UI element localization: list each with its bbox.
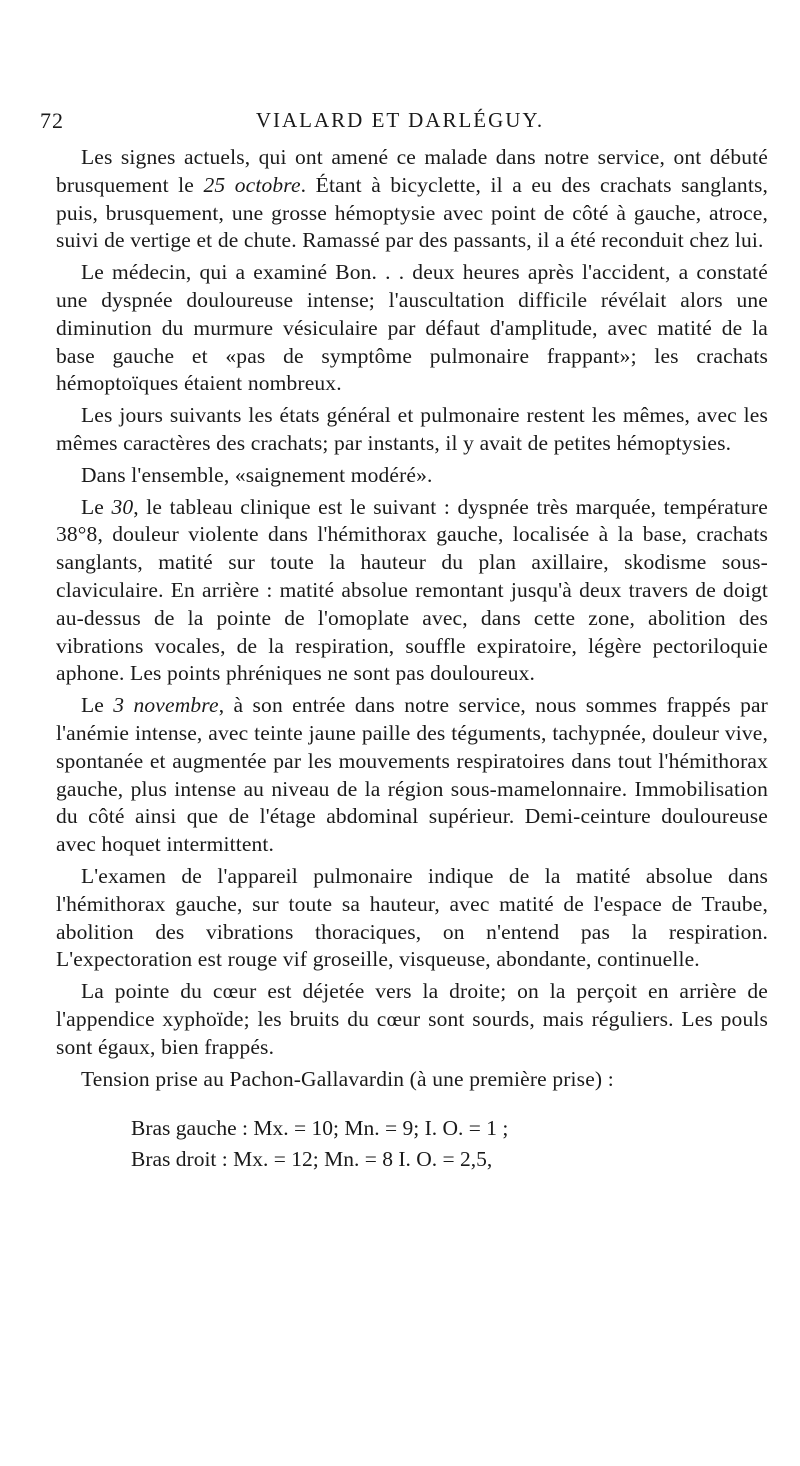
paragraph [56, 494, 768, 689]
paragraph-text: L'examen de l'appareil pulmonaire indique de la matité absolue dans l'hémithorax gauche, sur toute sa hauteur, avec matité de l'espace de Traube, abolition des vibrations thoraciques, on n'entend pas la respiration. L'expectoration est rouge vif groseille, visqueuse, abondante, continuelle. [56, 863, 768, 972]
paragraph [56, 259, 768, 398]
pressure-io: I. O. = 1 ; [424, 1116, 509, 1141]
pressure-label: Bras droit : [131, 1147, 228, 1172]
italic-date: 3 novembre [113, 693, 219, 718]
running-title: VIALARD ET DARLÉGUY. [255, 108, 545, 132]
paragraph-text: Les signes actuels, qui ont amené ce malade dans notre service, ont débuté brusquement le [56, 145, 768, 197]
pressure-io: I. O. = 2,5, [398, 1147, 493, 1172]
paragraph-text: . Étant à bicyclette, il a eu des crachats sanglants, puis, brusquement, une grosse hémoptysie avec point de côté à gauche, atroce, suivi de vertige et de chute. Ramassé par des passants, il a été reconduit chez lui. [56, 172, 768, 253]
paragraph [56, 978, 768, 1061]
paragraph-text: Le médecin, qui a examiné Bon. . . deux heures après l'accident, a constaté une dyspnée douloureuse intense; l'auscultation difficile révélait alors une diminution du murmure vésiculaire par défaut d'amplitude, avec matité de la base gauche et «pas de symptôme pulmonaire frappant»; les crachats hémoptoïques étaient nombreux. [56, 260, 768, 396]
page-header [40, 108, 760, 142]
pressure-mn: Mn. = 8 [324, 1147, 393, 1172]
paragraph-text: , le tableau clinique est le suivant : dyspnée très marquée, température 38°8, douleur violente dans l'hémithorax gauche, localisée à la base, crachats sanglants, matité sur toute la hauteur du plan axillaire, skodisme sous-claviculaire. En arrière : matité absolue remontant jusqu'à deux travers de doigt au-dessus de la pointe de l'omoplate avec, dans cette zone, abolition des vibrations vocales, de la respiration, souffle expiratoire, légère pectoriloquie aphone. Les points phréniques ne sont pas douloureux. [56, 494, 768, 686]
paragraph [56, 1066, 768, 1094]
paragraph [56, 863, 768, 974]
paragraph [56, 692, 768, 859]
paragraph [56, 462, 768, 490]
pressure-mx: Mx. = 12; [233, 1147, 319, 1172]
paragraph-text: La pointe du cœur est déjetée vers la droite; on la perçoit en arrière de l'appendice xyphoïde; les bruits du cœur sont sourds, mais réguliers. Les pouls sont égaux, bien frappés. [56, 979, 768, 1059]
italic-date: 30 [111, 494, 134, 519]
body-text [56, 144, 768, 1175]
pressure-line [131, 1144, 768, 1175]
blood-pressure-readings [56, 1113, 768, 1175]
page-number: 72 [40, 108, 64, 133]
paragraph-text: Tension prise au Pachon-Gallavardin (à une première prise) : [81, 1066, 614, 1091]
paragraph-text: Le [81, 494, 112, 519]
paragraph-text: Le [81, 693, 114, 718]
paragraph [56, 402, 768, 458]
italic-date: 25 octobre [203, 172, 301, 197]
paragraph [56, 144, 768, 255]
paragraph-text: Dans l'ensemble, «saignement modéré». [81, 462, 433, 487]
paragraph-text: , à son entrée dans notre service, nous sommes frappés par l'anémie intense, avec teinte jaune paille des téguments, tachypnée, douleur vive, spontanée et augmentée par les mouvements respiratoires dans tout l'hémithorax gauche, plus intense au niveau de la région sous-mamelonnaire. Immobilisation du côté ainsi que de l'étage abdominal supérieur. Demi-ceinture douloureuse avec hoquet intermittent. [56, 693, 768, 857]
pressure-label: Bras gauche : [131, 1116, 249, 1141]
pressure-line [131, 1113, 768, 1144]
pressure-mx: Mx. = 10; [253, 1116, 339, 1141]
pressure-mn: Mn. = 9; [344, 1116, 420, 1141]
paragraph-text: Les jours suivants les états général et pulmonaire restent les mêmes, avec les mêmes caractères des crachats; par instants, il y avait de petites hémoptysies. [56, 403, 768, 455]
